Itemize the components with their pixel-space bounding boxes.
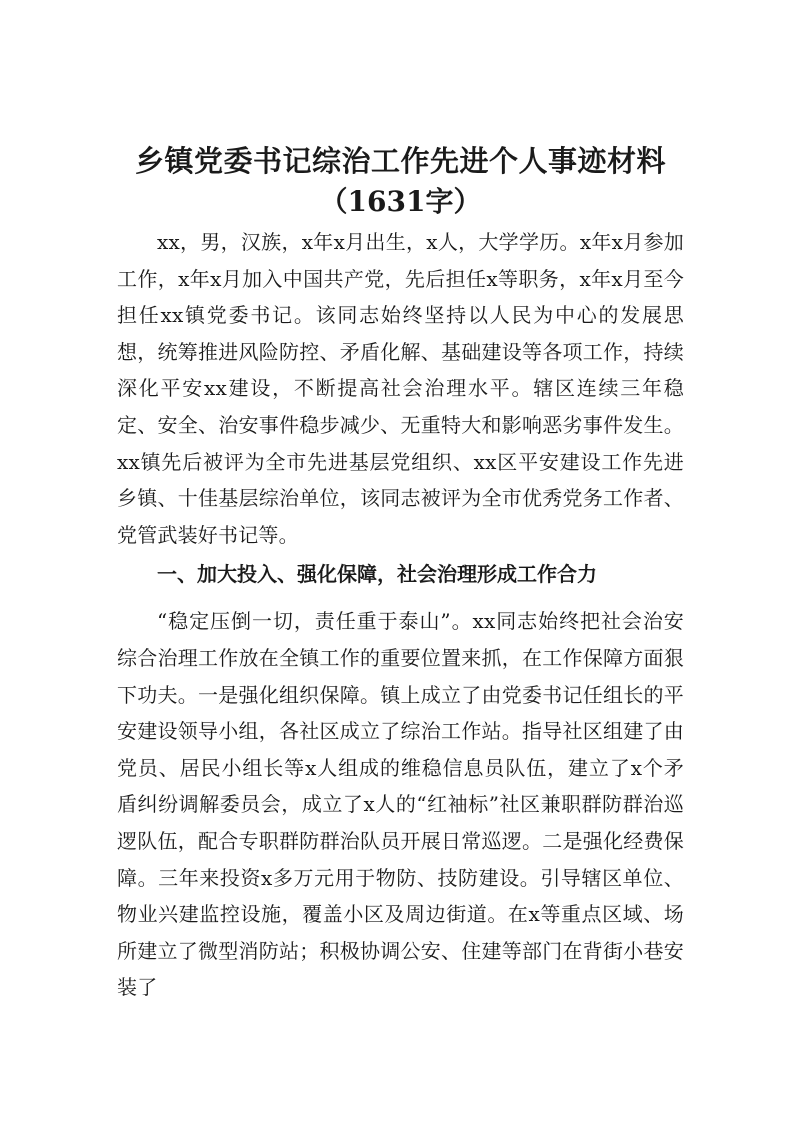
intro-paragraph: xx，男，汉族，x年x月出生，x人，大学学历。x年x月参加工作，x年x月加入中国共产党，先后担任x等职务，x年x月至今担任xx镇党委书记。该同志始终坚持以人民为中心的发展思想，统筹推进风险防控、矛盾化解、基础建设等各项工作，持续深化平安xx建设，不断提高社会治理水平。辖区连续三年稳定、安全、治安事件稳步减少、无重特大和影响恶劣事件发生。xx镇先后被评为全市先进基层党组织、xx区平安建设工作先进乡镇、十佳基层综治单位，该同志被评为全市优秀党务工作者、党管武装好书记等。 — [117, 230, 684, 547]
document-subtitle: （1631字） — [319, 185, 482, 218]
section-body-paragraph: “稳定压倒一切，责任重于泰山”。xx同志始终把社会治安综合治理工作放在全镇工作的重要位置来抓，在工作保障方面狠下功夫。一是强化组织保障。镇上成立了由党委书记任组长的平安建设领导小组，各社区成立了综治工作站。指导社区组建了由党员、居民小组长等x人组成的维稳信息员队伍，建立了x个矛盾纠纷调解委员会，成立了x人的“红袖标”社区兼职群防群治巡逻队伍，配合专职群防群治队员开展日常巡逻。二是强化经费保障。三年来投资x多万元用于物防、技防建设。引导辖区单位、物业兴建监控设施，覆盖小区及周边街道。在x等重点区域、场所建立了微型消防站；积极协调公安、住建等部门在背街小巷安装了 — [117, 609, 684, 1000]
spacer — [117, 595, 684, 603]
document-title: 乡镇党委书记综治工作先进个人事迹材料 — [134, 144, 666, 178]
section-heading: 一、加大投入、强化保障，社会治理形成工作合力 — [157, 562, 597, 587]
